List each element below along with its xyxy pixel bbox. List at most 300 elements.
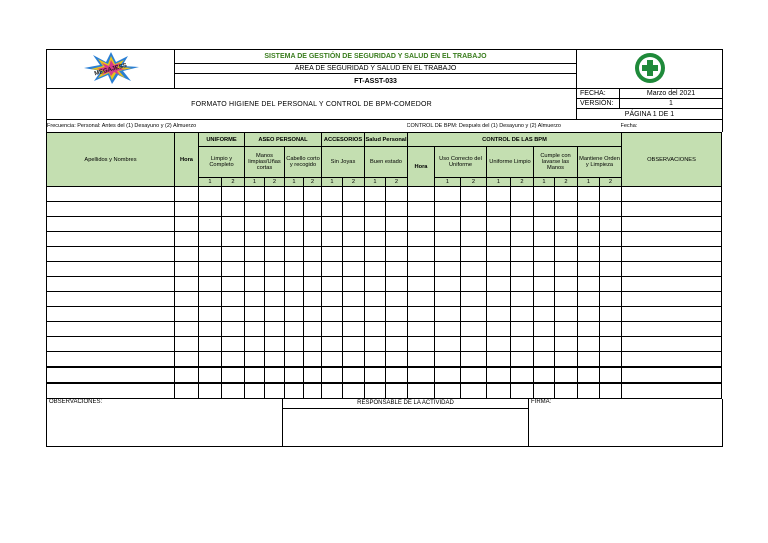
check-cell[interactable] (365, 202, 386, 217)
check-cell[interactable] (245, 247, 265, 262)
check-cell[interactable] (365, 217, 386, 232)
check-cell[interactable] (534, 277, 555, 292)
check-cell[interactable] (435, 352, 461, 368)
check-cell[interactable] (578, 307, 600, 322)
check-cell[interactable] (555, 187, 578, 202)
check-cell[interactable] (511, 277, 534, 292)
check-cell[interactable] (265, 383, 285, 399)
check-cell[interactable] (435, 232, 461, 247)
check-cell[interactable] (285, 367, 304, 383)
check-cell[interactable] (487, 187, 511, 202)
check-cell[interactable] (245, 352, 265, 368)
check-cell[interactable] (386, 292, 408, 307)
observation-cell[interactable] (622, 217, 722, 232)
observation-cell[interactable] (622, 202, 722, 217)
check-cell[interactable] (175, 322, 199, 337)
check-cell[interactable] (199, 367, 222, 383)
check-cell[interactable] (175, 247, 199, 262)
check-cell[interactable] (386, 322, 408, 337)
check-cell[interactable] (199, 202, 222, 217)
check-cell[interactable] (175, 307, 199, 322)
check-cell[interactable] (175, 217, 199, 232)
check-cell[interactable] (343, 307, 365, 322)
name-cell[interactable] (47, 292, 175, 307)
check-cell[interactable] (534, 217, 555, 232)
check-cell[interactable] (265, 187, 285, 202)
check-cell[interactable] (322, 232, 343, 247)
check-cell[interactable] (555, 352, 578, 368)
check-cell[interactable] (304, 352, 322, 368)
check-cell[interactable] (555, 383, 578, 399)
name-cell[interactable] (47, 322, 175, 337)
name-cell[interactable] (47, 247, 175, 262)
check-cell[interactable] (304, 383, 322, 399)
check-cell[interactable] (265, 307, 285, 322)
check-cell[interactable] (222, 367, 245, 383)
check-cell[interactable] (386, 262, 408, 277)
check-cell[interactable] (199, 352, 222, 368)
check-cell[interactable] (386, 202, 408, 217)
name-cell[interactable] (47, 352, 175, 368)
check-cell[interactable] (265, 292, 285, 307)
check-cell[interactable] (222, 217, 245, 232)
check-cell[interactable] (285, 383, 304, 399)
check-cell[interactable] (600, 292, 622, 307)
check-cell[interactable] (600, 367, 622, 383)
check-cell[interactable] (461, 217, 487, 232)
check-cell[interactable] (435, 262, 461, 277)
check-cell[interactable] (461, 202, 487, 217)
check-cell[interactable] (534, 262, 555, 277)
check-cell[interactable] (578, 247, 600, 262)
check-cell[interactable] (600, 352, 622, 368)
check-cell[interactable] (435, 322, 461, 337)
check-cell[interactable] (435, 187, 461, 202)
check-cell[interactable] (578, 277, 600, 292)
check-cell[interactable] (461, 247, 487, 262)
check-cell[interactable] (175, 202, 199, 217)
check-cell[interactable] (487, 352, 511, 368)
check-cell[interactable] (222, 262, 245, 277)
check-cell[interactable] (511, 307, 534, 322)
check-cell[interactable] (408, 262, 435, 277)
check-cell[interactable] (304, 217, 322, 232)
check-cell[interactable] (222, 247, 245, 262)
check-cell[interactable] (222, 337, 245, 352)
check-cell[interactable] (343, 247, 365, 262)
check-cell[interactable] (511, 202, 534, 217)
check-cell[interactable] (600, 322, 622, 337)
name-cell[interactable] (47, 187, 175, 202)
check-cell[interactable] (511, 292, 534, 307)
check-cell[interactable] (343, 187, 365, 202)
check-cell[interactable] (222, 383, 245, 399)
check-cell[interactable] (199, 292, 222, 307)
check-cell[interactable] (461, 232, 487, 247)
check-cell[interactable] (386, 383, 408, 399)
check-cell[interactable] (199, 337, 222, 352)
check-cell[interactable] (265, 367, 285, 383)
check-cell[interactable] (461, 292, 487, 307)
check-cell[interactable] (265, 202, 285, 217)
check-cell[interactable] (408, 217, 435, 232)
check-cell[interactable] (245, 322, 265, 337)
check-cell[interactable] (175, 383, 199, 399)
check-cell[interactable] (435, 217, 461, 232)
check-cell[interactable] (343, 383, 365, 399)
check-cell[interactable] (343, 352, 365, 368)
check-cell[interactable] (285, 217, 304, 232)
check-cell[interactable] (487, 292, 511, 307)
check-cell[interactable] (408, 232, 435, 247)
check-cell[interactable] (199, 187, 222, 202)
check-cell[interactable] (487, 262, 511, 277)
check-cell[interactable] (265, 217, 285, 232)
check-cell[interactable] (222, 232, 245, 247)
check-cell[interactable] (322, 337, 343, 352)
check-cell[interactable] (322, 202, 343, 217)
check-cell[interactable] (175, 337, 199, 352)
check-cell[interactable] (343, 217, 365, 232)
check-cell[interactable] (199, 217, 222, 232)
check-cell[interactable] (285, 307, 304, 322)
check-cell[interactable] (487, 217, 511, 232)
check-cell[interactable] (343, 232, 365, 247)
check-cell[interactable] (555, 262, 578, 277)
check-cell[interactable] (408, 292, 435, 307)
name-cell[interactable] (47, 307, 175, 322)
check-cell[interactable] (322, 307, 343, 322)
check-cell[interactable] (322, 217, 343, 232)
check-cell[interactable] (285, 292, 304, 307)
check-cell[interactable] (199, 307, 222, 322)
check-cell[interactable] (304, 187, 322, 202)
check-cell[interactable] (578, 367, 600, 383)
check-cell[interactable] (304, 232, 322, 247)
check-cell[interactable] (578, 337, 600, 352)
check-cell[interactable] (222, 187, 245, 202)
check-cell[interactable] (245, 277, 265, 292)
check-cell[interactable] (365, 247, 386, 262)
check-cell[interactable] (555, 292, 578, 307)
check-cell[interactable] (408, 187, 435, 202)
check-cell[interactable] (285, 187, 304, 202)
check-cell[interactable] (578, 292, 600, 307)
check-cell[interactable] (245, 337, 265, 352)
check-cell[interactable] (461, 307, 487, 322)
observation-cell[interactable] (622, 262, 722, 277)
check-cell[interactable] (487, 322, 511, 337)
check-cell[interactable] (285, 337, 304, 352)
name-cell[interactable] (47, 217, 175, 232)
check-cell[interactable] (245, 187, 265, 202)
check-cell[interactable] (408, 247, 435, 262)
check-cell[interactable] (461, 322, 487, 337)
check-cell[interactable] (511, 322, 534, 337)
check-cell[interactable] (175, 262, 199, 277)
check-cell[interactable] (285, 277, 304, 292)
check-cell[interactable] (511, 217, 534, 232)
observation-cell[interactable] (622, 292, 722, 307)
check-cell[interactable] (222, 322, 245, 337)
check-cell[interactable] (245, 262, 265, 277)
check-cell[interactable] (487, 247, 511, 262)
name-cell[interactable] (47, 383, 175, 399)
check-cell[interactable] (408, 383, 435, 399)
check-cell[interactable] (386, 367, 408, 383)
check-cell[interactable] (534, 247, 555, 262)
check-cell[interactable] (175, 292, 199, 307)
check-cell[interactable] (245, 307, 265, 322)
observation-cell[interactable] (622, 352, 722, 368)
check-cell[interactable] (435, 247, 461, 262)
check-cell[interactable] (304, 337, 322, 352)
check-cell[interactable] (408, 367, 435, 383)
check-cell[interactable] (285, 262, 304, 277)
observation-cell[interactable] (622, 277, 722, 292)
check-cell[interactable] (534, 352, 555, 368)
check-cell[interactable] (365, 367, 386, 383)
check-cell[interactable] (343, 322, 365, 337)
check-cell[interactable] (265, 247, 285, 262)
name-cell[interactable] (47, 277, 175, 292)
check-cell[interactable] (408, 352, 435, 368)
check-cell[interactable] (487, 202, 511, 217)
name-cell[interactable] (47, 262, 175, 277)
check-cell[interactable] (365, 277, 386, 292)
check-cell[interactable] (435, 367, 461, 383)
check-cell[interactable] (555, 202, 578, 217)
check-cell[interactable] (461, 367, 487, 383)
check-cell[interactable] (304, 277, 322, 292)
observation-cell[interactable] (622, 337, 722, 352)
check-cell[interactable] (555, 232, 578, 247)
check-cell[interactable] (435, 337, 461, 352)
check-cell[interactable] (285, 352, 304, 368)
check-cell[interactable] (343, 367, 365, 383)
check-cell[interactable] (578, 383, 600, 399)
check-cell[interactable] (408, 277, 435, 292)
check-cell[interactable] (222, 307, 245, 322)
check-cell[interactable] (285, 322, 304, 337)
check-cell[interactable] (511, 232, 534, 247)
check-cell[interactable] (199, 322, 222, 337)
check-cell[interactable] (365, 352, 386, 368)
name-cell[interactable] (47, 202, 175, 217)
check-cell[interactable] (534, 367, 555, 383)
check-cell[interactable] (365, 337, 386, 352)
check-cell[interactable] (600, 383, 622, 399)
name-cell[interactable] (47, 367, 175, 383)
name-cell[interactable] (47, 232, 175, 247)
check-cell[interactable] (600, 262, 622, 277)
check-cell[interactable] (365, 322, 386, 337)
check-cell[interactable] (265, 352, 285, 368)
check-cell[interactable] (408, 307, 435, 322)
observation-cell[interactable] (622, 307, 722, 322)
check-cell[interactable] (265, 322, 285, 337)
check-cell[interactable] (555, 367, 578, 383)
name-cell[interactable] (47, 337, 175, 352)
check-cell[interactable] (578, 232, 600, 247)
footer-observaciones[interactable] (47, 399, 283, 446)
check-cell[interactable] (199, 277, 222, 292)
check-cell[interactable] (600, 337, 622, 352)
check-cell[interactable] (222, 277, 245, 292)
check-cell[interactable] (199, 232, 222, 247)
check-cell[interactable] (511, 352, 534, 368)
check-cell[interactable] (322, 277, 343, 292)
check-cell[interactable] (245, 367, 265, 383)
observation-cell[interactable] (622, 232, 722, 247)
check-cell[interactable] (386, 217, 408, 232)
check-cell[interactable] (199, 262, 222, 277)
check-cell[interactable] (461, 262, 487, 277)
check-cell[interactable] (487, 232, 511, 247)
check-cell[interactable] (578, 217, 600, 232)
check-cell[interactable] (408, 337, 435, 352)
check-cell[interactable] (304, 322, 322, 337)
check-cell[interactable] (534, 322, 555, 337)
observation-cell[interactable] (622, 247, 722, 262)
check-cell[interactable] (322, 352, 343, 368)
check-cell[interactable] (600, 217, 622, 232)
check-cell[interactable] (175, 277, 199, 292)
check-cell[interactable] (245, 217, 265, 232)
check-cell[interactable] (322, 367, 343, 383)
check-cell[interactable] (175, 187, 199, 202)
check-cell[interactable] (322, 383, 343, 399)
check-cell[interactable] (265, 232, 285, 247)
check-cell[interactable] (322, 292, 343, 307)
check-cell[interactable] (435, 202, 461, 217)
check-cell[interactable] (534, 187, 555, 202)
check-cell[interactable] (304, 202, 322, 217)
check-cell[interactable] (304, 367, 322, 383)
check-cell[interactable] (322, 247, 343, 262)
observation-cell[interactable] (622, 383, 722, 399)
check-cell[interactable] (386, 247, 408, 262)
check-cell[interactable] (555, 307, 578, 322)
check-cell[interactable] (487, 307, 511, 322)
check-cell[interactable] (304, 307, 322, 322)
check-cell[interactable] (285, 247, 304, 262)
check-cell[interactable] (322, 187, 343, 202)
check-cell[interactable] (408, 202, 435, 217)
check-cell[interactable] (245, 383, 265, 399)
check-cell[interactable] (511, 262, 534, 277)
check-cell[interactable] (175, 367, 199, 383)
check-cell[interactable] (511, 247, 534, 262)
check-cell[interactable] (461, 352, 487, 368)
check-cell[interactable] (365, 232, 386, 247)
check-cell[interactable] (461, 337, 487, 352)
check-cell[interactable] (555, 247, 578, 262)
check-cell[interactable] (365, 292, 386, 307)
check-cell[interactable] (487, 383, 511, 399)
check-cell[interactable] (245, 292, 265, 307)
check-cell[interactable] (555, 322, 578, 337)
check-cell[interactable] (435, 307, 461, 322)
check-cell[interactable] (386, 352, 408, 368)
check-cell[interactable] (511, 367, 534, 383)
check-cell[interactable] (578, 262, 600, 277)
check-cell[interactable] (365, 307, 386, 322)
check-cell[interactable] (343, 337, 365, 352)
check-cell[interactable] (461, 277, 487, 292)
check-cell[interactable] (265, 337, 285, 352)
footer-responsable[interactable] (283, 399, 529, 446)
check-cell[interactable] (555, 217, 578, 232)
check-cell[interactable] (222, 202, 245, 217)
check-cell[interactable] (578, 187, 600, 202)
check-cell[interactable] (386, 337, 408, 352)
check-cell[interactable] (461, 383, 487, 399)
check-cell[interactable] (386, 277, 408, 292)
check-cell[interactable] (600, 232, 622, 247)
check-cell[interactable] (265, 262, 285, 277)
check-cell[interactable] (534, 202, 555, 217)
check-cell[interactable] (199, 383, 222, 399)
check-cell[interactable] (245, 232, 265, 247)
check-cell[interactable] (511, 383, 534, 399)
footer-firma[interactable] (529, 399, 723, 446)
check-cell[interactable] (386, 187, 408, 202)
check-cell[interactable] (175, 232, 199, 247)
check-cell[interactable] (435, 277, 461, 292)
check-cell[interactable] (265, 277, 285, 292)
observation-cell[interactable] (622, 187, 722, 202)
check-cell[interactable] (365, 383, 386, 399)
check-cell[interactable] (285, 202, 304, 217)
check-cell[interactable] (534, 232, 555, 247)
check-cell[interactable] (222, 352, 245, 368)
check-cell[interactable] (511, 337, 534, 352)
check-cell[interactable] (343, 202, 365, 217)
check-cell[interactable] (304, 247, 322, 262)
check-cell[interactable] (285, 232, 304, 247)
check-cell[interactable] (578, 352, 600, 368)
check-cell[interactable] (534, 337, 555, 352)
check-cell[interactable] (343, 292, 365, 307)
check-cell[interactable] (578, 322, 600, 337)
check-cell[interactable] (304, 292, 322, 307)
check-cell[interactable] (487, 337, 511, 352)
check-cell[interactable] (600, 187, 622, 202)
check-cell[interactable] (435, 383, 461, 399)
check-cell[interactable] (343, 262, 365, 277)
check-cell[interactable] (487, 277, 511, 292)
check-cell[interactable] (511, 187, 534, 202)
check-cell[interactable] (175, 352, 199, 368)
check-cell[interactable] (461, 187, 487, 202)
check-cell[interactable] (600, 202, 622, 217)
check-cell[interactable] (304, 262, 322, 277)
observation-cell[interactable] (622, 367, 722, 383)
check-cell[interactable] (386, 307, 408, 322)
check-cell[interactable] (578, 202, 600, 217)
check-cell[interactable] (555, 277, 578, 292)
check-cell[interactable] (322, 322, 343, 337)
check-cell[interactable] (199, 247, 222, 262)
check-cell[interactable] (600, 247, 622, 262)
check-cell[interactable] (222, 292, 245, 307)
check-cell[interactable] (534, 383, 555, 399)
observation-cell[interactable] (622, 322, 722, 337)
check-cell[interactable] (600, 307, 622, 322)
check-cell[interactable] (435, 292, 461, 307)
check-cell[interactable] (600, 277, 622, 292)
